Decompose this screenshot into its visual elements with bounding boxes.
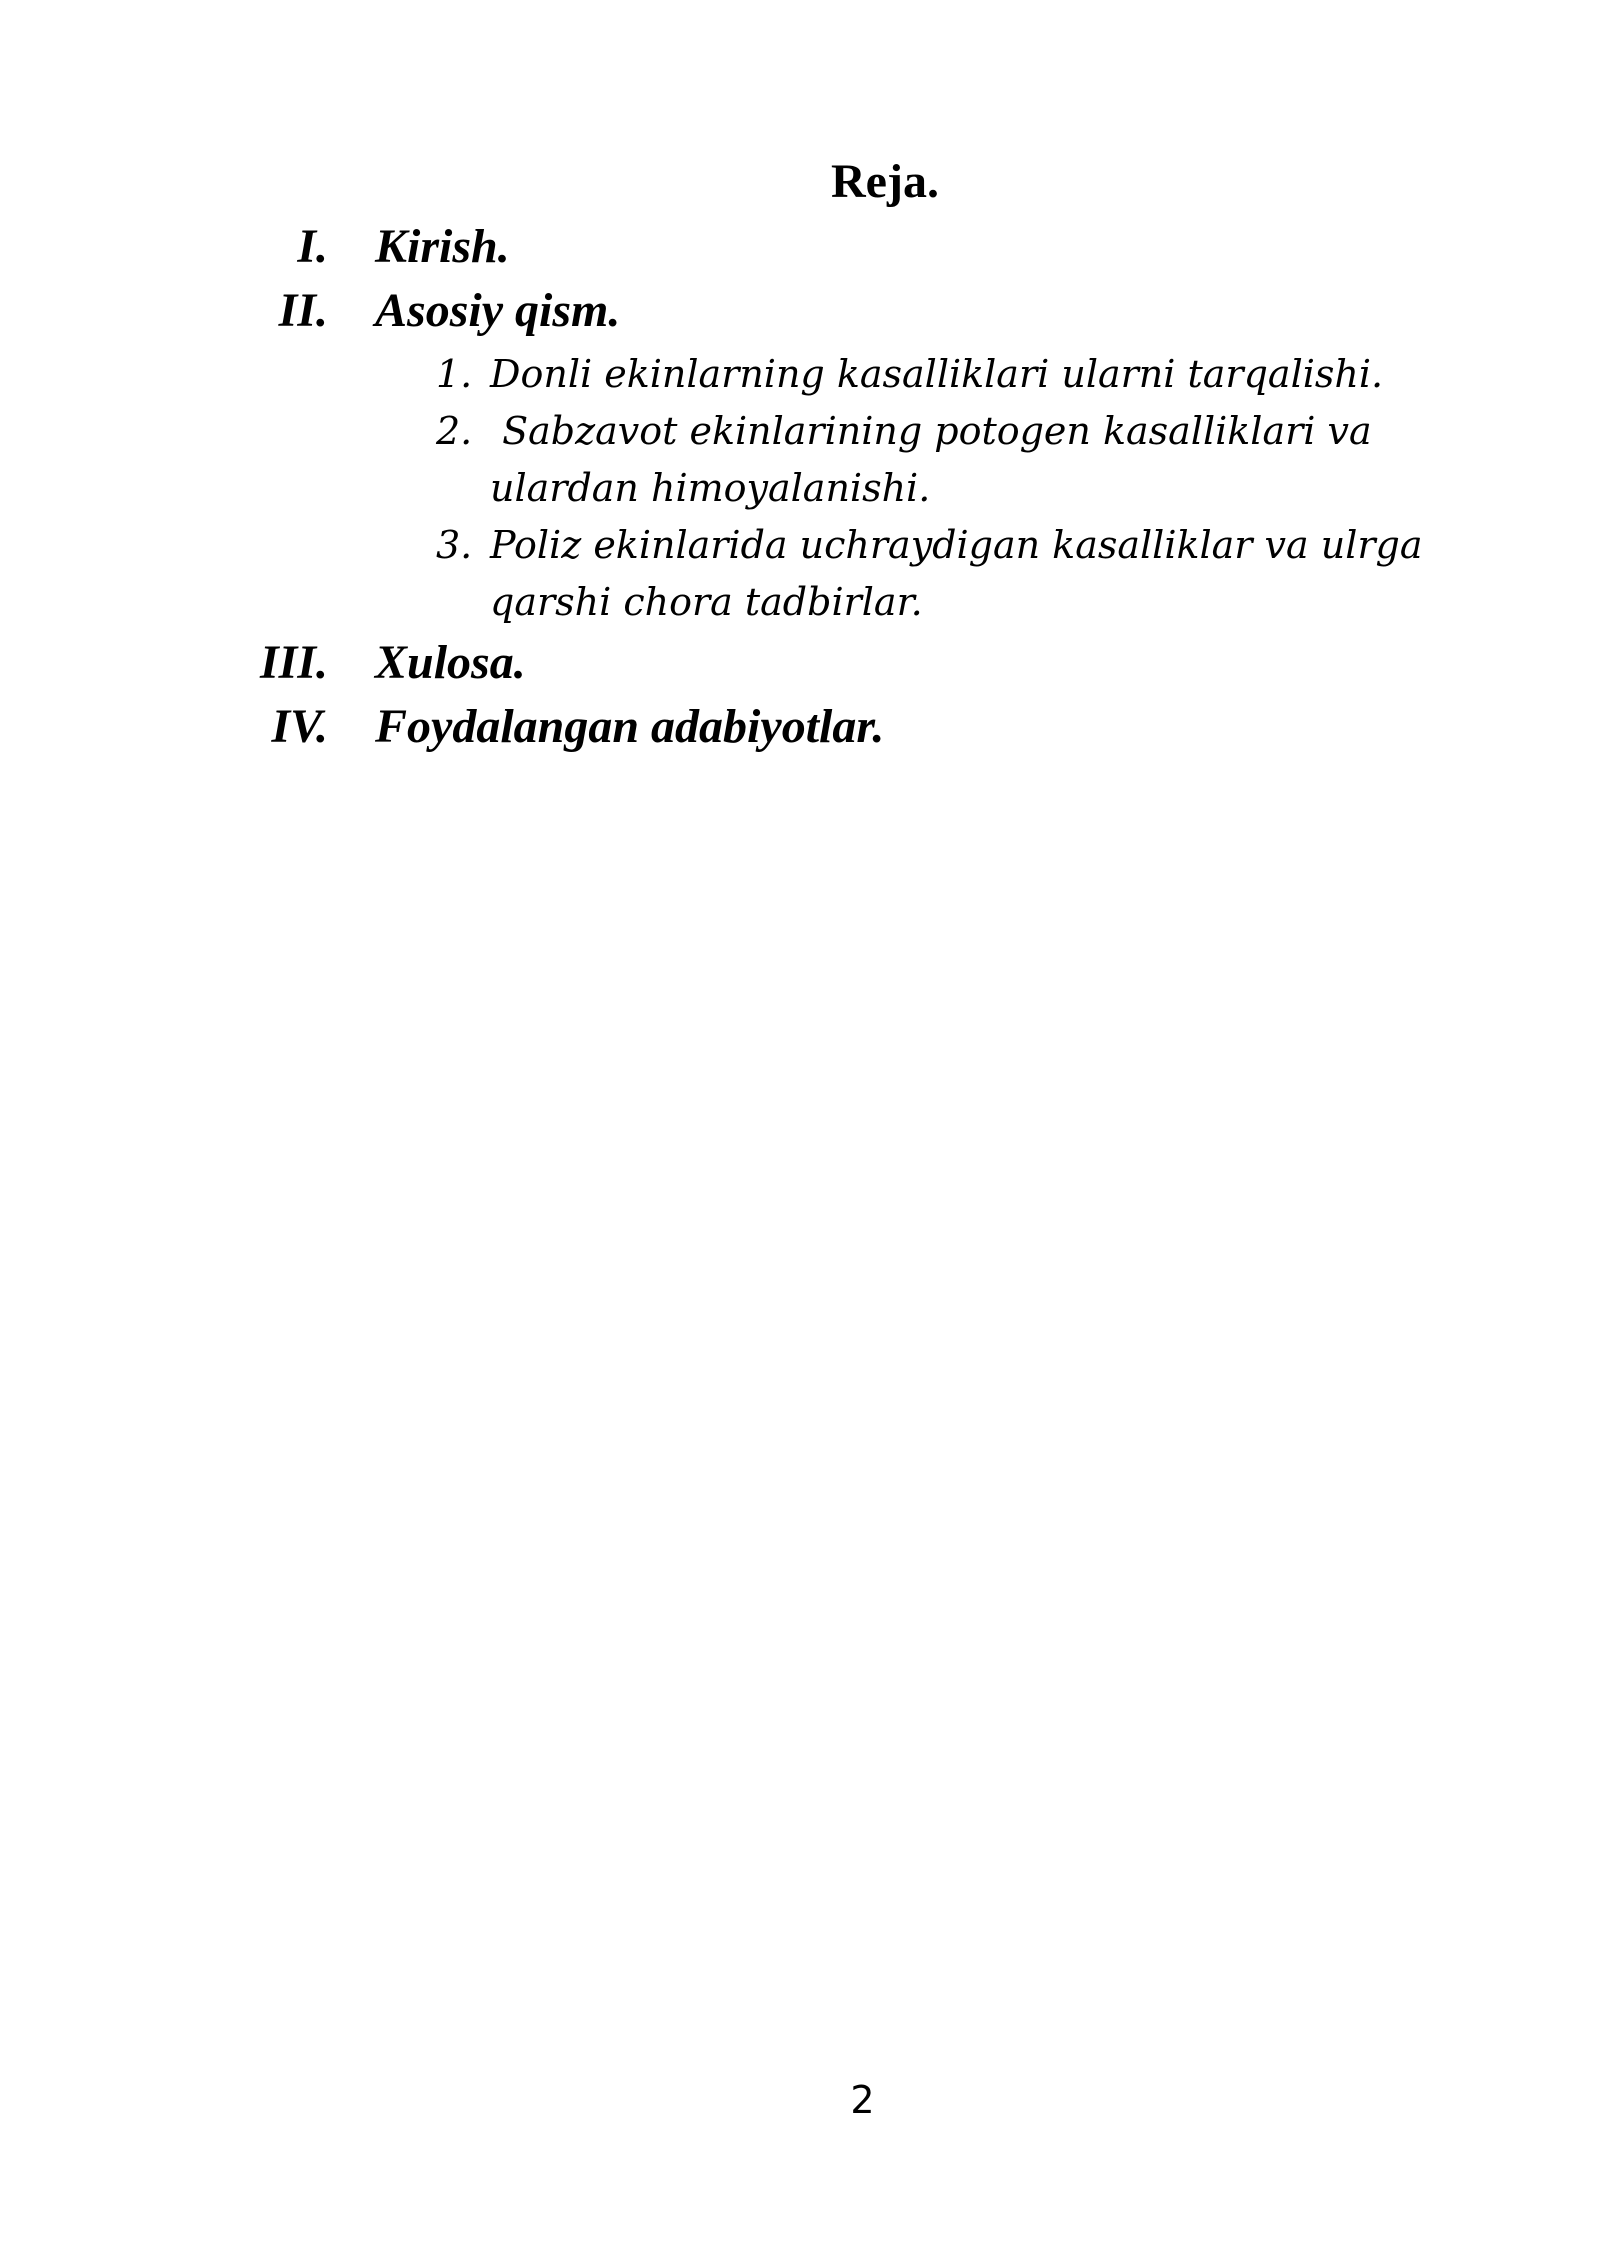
plan-subitem-text: Sabzavot ekinlarining potogen kasalliklari va ulardan himoyalanishi. [490,409,1384,510]
plan-item-text: Asosiy qism. [375,284,621,337]
plan-title: Reja. [831,155,939,208]
page-number: 2 [850,2078,875,2122]
plan-item-text: Kirish. [375,220,510,273]
plan-subitem-number: 1. [436,352,473,396]
plan-item-numeral: I. [297,220,328,273]
plan-item-numeral: II. [278,284,328,337]
plan-item-text: Xulosa. [375,636,526,689]
plan-subitem-text: Donli ekinlarning kasalliklari ularni tarqalishi. [490,352,1384,396]
plan-item-numeral: III. [259,636,328,689]
plan-subitem-number: 2. [436,409,473,453]
plan-subitem-text: Poliz ekinlarida uchraydigan kasalliklar va ulrga qarshi chora tadbirlar. [490,523,1423,624]
plan-item-text: Foydalangan adabiyotlar. [375,700,885,753]
plan-subitem-number: 3. [436,523,473,567]
plan-item-numeral: IV. [271,700,328,753]
